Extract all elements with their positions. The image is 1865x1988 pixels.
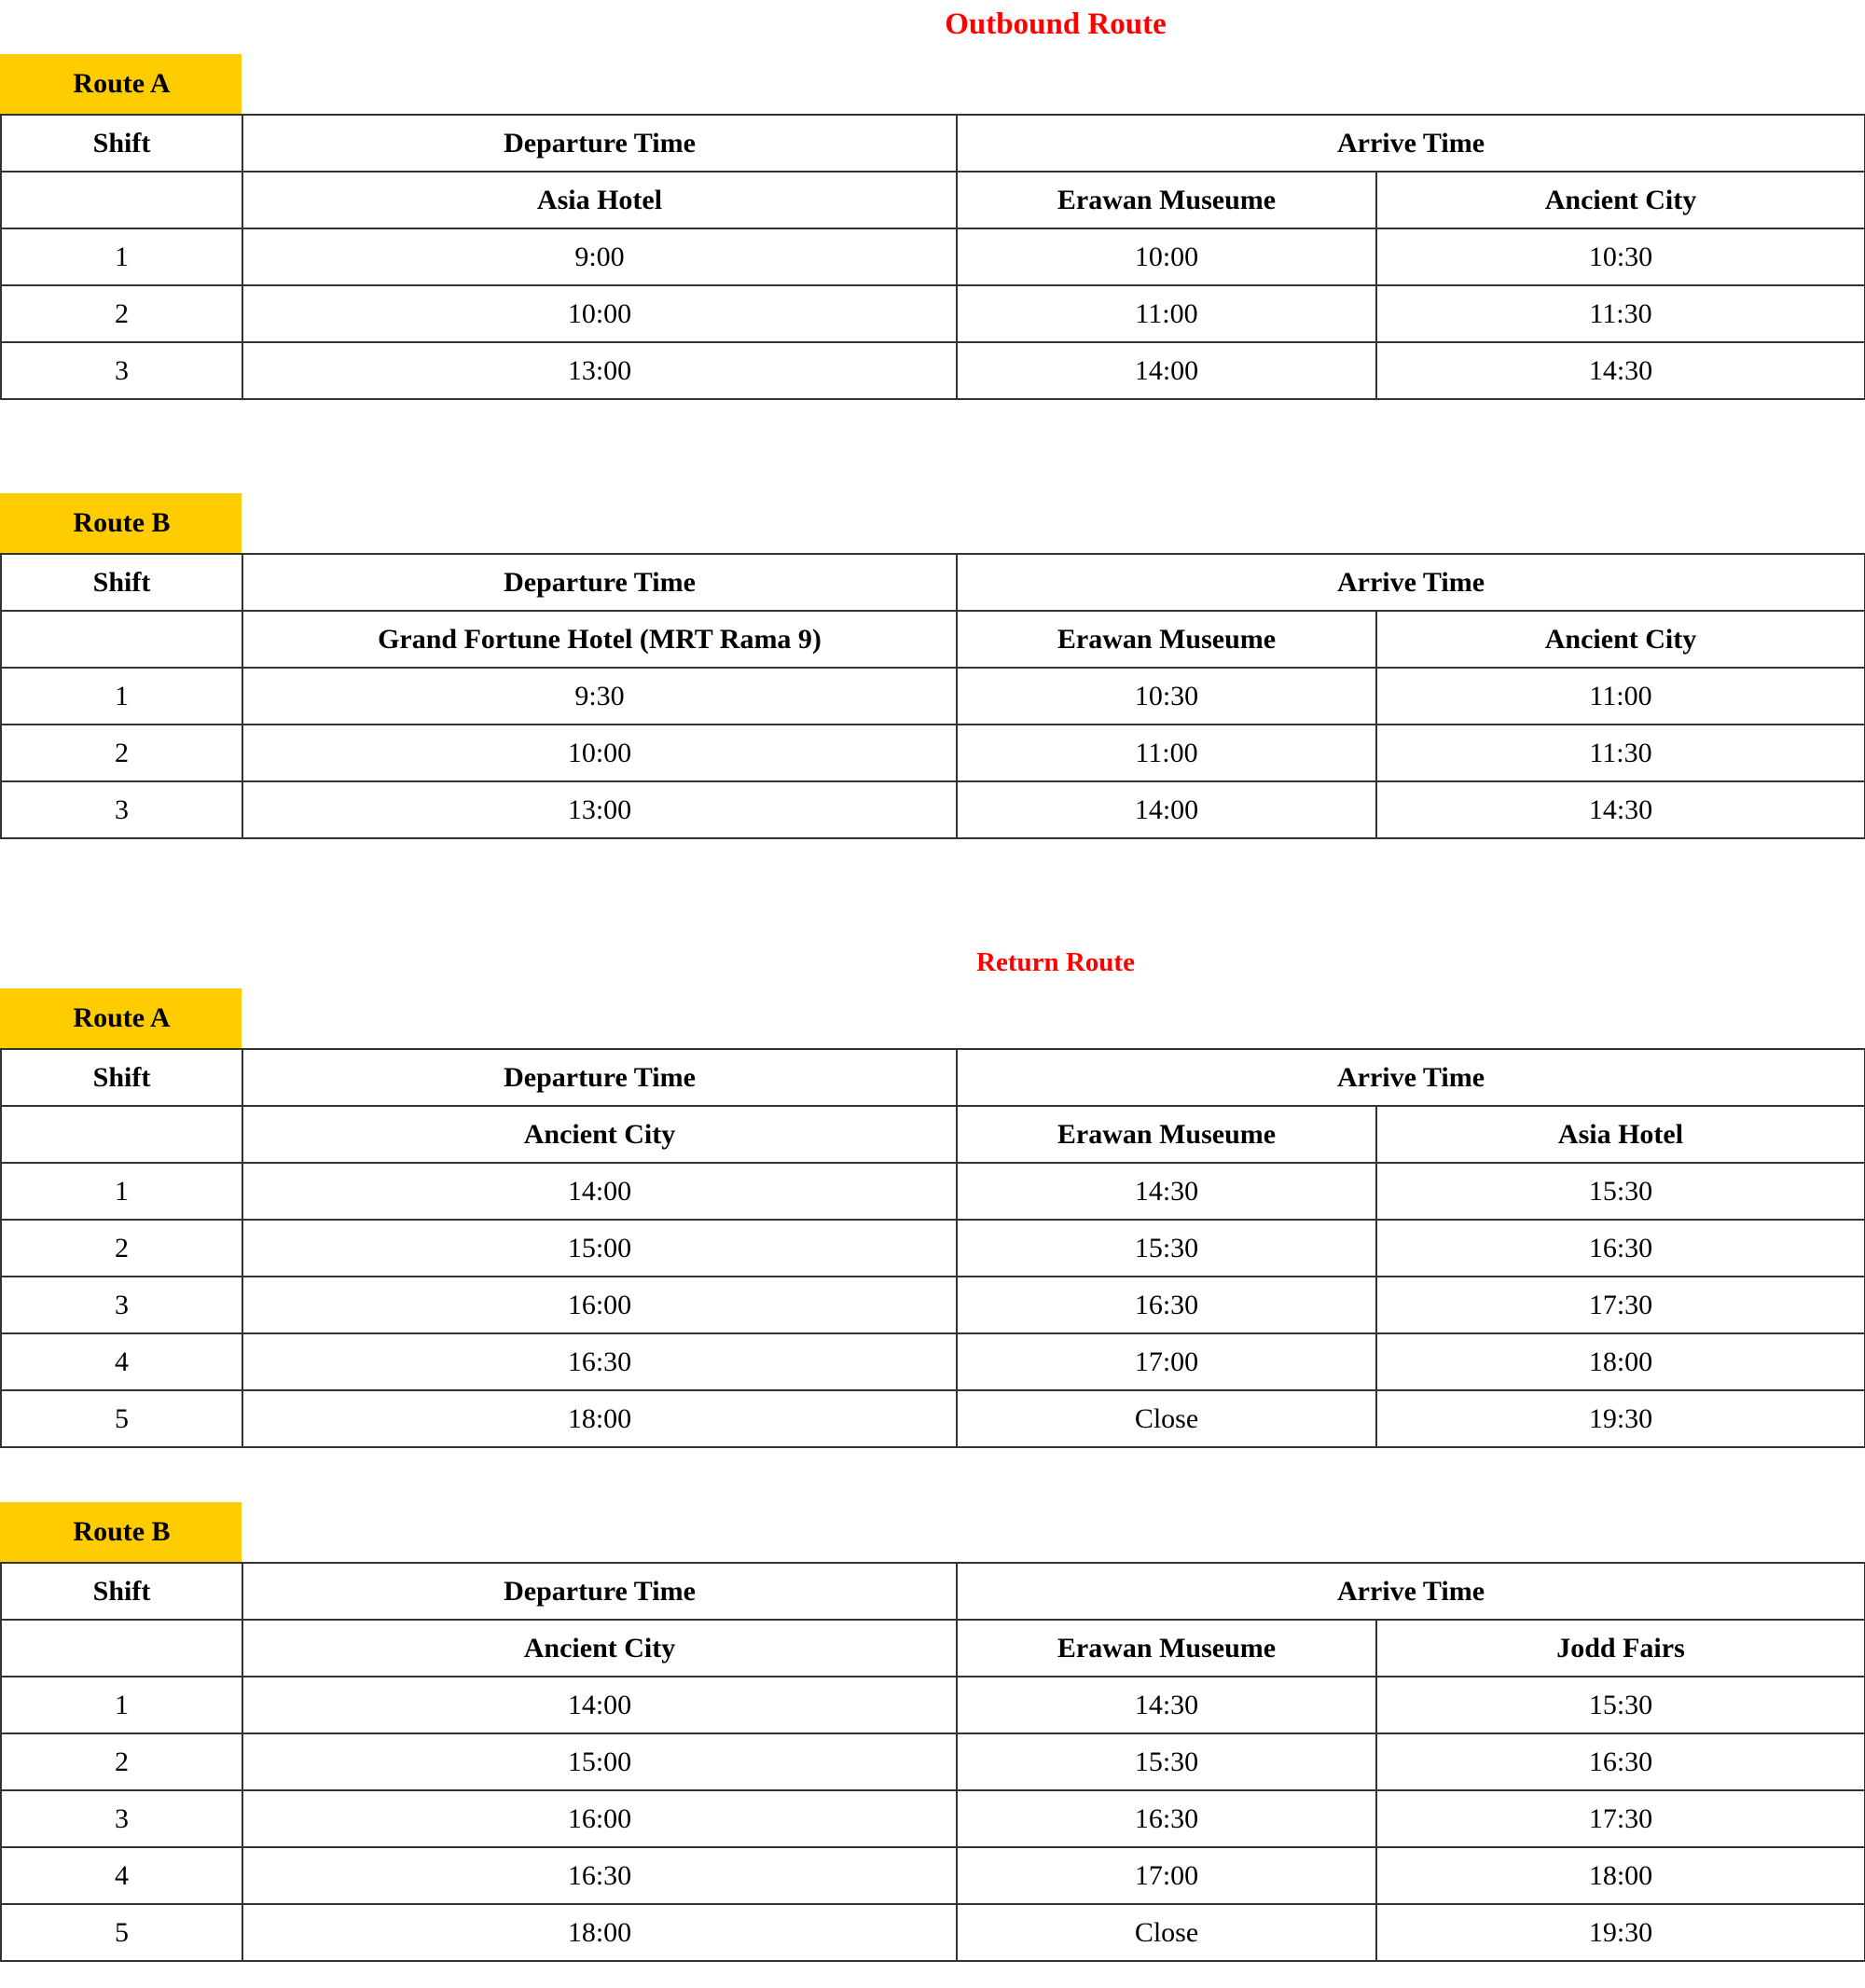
arrival-time-1: 11:00: [957, 285, 1376, 342]
departure-stop: Asia Hotel: [242, 172, 957, 228]
shift-header: Shift: [1, 554, 242, 611]
departure-time: 15:00: [242, 1220, 957, 1277]
table-row: [1, 668, 1865, 725]
schedule-table: [0, 1562, 1865, 1962]
departure-time: 15:00: [242, 1733, 957, 1790]
arrival-time-1: Close: [957, 1390, 1376, 1447]
departure-time: 18:00: [242, 1390, 957, 1447]
shift-number: 2: [1, 1220, 242, 1277]
table-row: [1, 1277, 1865, 1333]
outbound-route-a: [0, 54, 1865, 400]
table-row: [1, 1163, 1865, 1220]
arrival-time-2: 11:00: [1376, 668, 1865, 725]
arrival-stop-2: Asia Hotel: [1376, 1106, 1865, 1163]
shift-number: 4: [1, 1847, 242, 1904]
header-row: [1, 115, 1865, 172]
route-label: Route A: [0, 54, 242, 114]
arrival-time-2: 14:30: [1376, 781, 1865, 838]
arrival-time-1: 14:30: [957, 1163, 1376, 1220]
arrival-time-2: 16:30: [1376, 1733, 1865, 1790]
arrival-time-1: 16:30: [957, 1277, 1376, 1333]
arrival-time-1: 15:30: [957, 1733, 1376, 1790]
shift-subheader: [1, 172, 242, 228]
arrival-time-1: 17:00: [957, 1847, 1376, 1904]
subheader-row: [1, 611, 1865, 668]
arrival-stop-1: Erawan Museume: [957, 1106, 1376, 1163]
arrival-stop-2: Ancient City: [1376, 172, 1865, 228]
arrival-time-1: 16:30: [957, 1790, 1376, 1847]
arrive-time-header: Arrive Time: [957, 1049, 1865, 1106]
arrival-time-1: 14:00: [957, 781, 1376, 838]
arrival-stop-2: Jodd Fairs: [1376, 1620, 1865, 1677]
shift-number: 5: [1, 1904, 242, 1961]
arrive-time-header: Arrive Time: [957, 115, 1865, 172]
arrival-time-2: 17:30: [1376, 1790, 1865, 1847]
shift-header: Shift: [1, 1049, 242, 1106]
arrival-time-1: 14:30: [957, 1677, 1376, 1733]
shift-number: 4: [1, 1333, 242, 1390]
shift-number: 5: [1, 1390, 242, 1447]
table-row: [1, 228, 1865, 285]
departure-time: 16:30: [242, 1333, 957, 1390]
departure-time-header: Departure Time: [242, 1049, 957, 1106]
arrive-time-header: Arrive Time: [957, 1563, 1865, 1620]
subheader-row: [1, 1106, 1865, 1163]
arrival-time-1: 17:00: [957, 1333, 1376, 1390]
departure-time-header: Departure Time: [242, 115, 957, 172]
departure-time: 14:00: [242, 1163, 957, 1220]
arrival-time-2: 10:30: [1376, 228, 1865, 285]
schedule-table: [0, 553, 1865, 839]
shift-number: 1: [1, 1163, 242, 1220]
arrival-time-1: 15:30: [957, 1220, 1376, 1277]
header-row: [1, 1563, 1865, 1620]
arrival-time-2: 16:30: [1376, 1220, 1865, 1277]
departure-time: 9:00: [242, 228, 957, 285]
shift-header: Shift: [1, 1563, 242, 1620]
return-route-b: [0, 1502, 1865, 1962]
shift-number: 1: [1, 1677, 242, 1733]
departure-time-header: Departure Time: [242, 554, 957, 611]
schedule-table: [0, 1048, 1865, 1448]
arrival-time-1: 10:00: [957, 228, 1376, 285]
schedule-table: [0, 114, 1865, 400]
arrival-stop-1: Erawan Museume: [957, 172, 1376, 228]
table-row: [1, 1847, 1865, 1904]
departure-stop: Grand Fortune Hotel (MRT Rama 9): [242, 611, 957, 668]
arrival-time-2: 15:30: [1376, 1163, 1865, 1220]
shift-number: 3: [1, 1277, 242, 1333]
table-row: [1, 725, 1865, 781]
arrival-time-2: 14:30: [1376, 342, 1865, 399]
table-row: [1, 1220, 1865, 1277]
arrival-time-2: 15:30: [1376, 1677, 1865, 1733]
table-row: [1, 781, 1865, 838]
subheader-row: [1, 1620, 1865, 1677]
shift-number: 2: [1, 1733, 242, 1790]
departure-stop: Ancient City: [242, 1620, 957, 1677]
header-row: [1, 1049, 1865, 1106]
arrival-stop-1: Erawan Museume: [957, 611, 1376, 668]
table-row: [1, 1733, 1865, 1790]
departure-stop: Ancient City: [242, 1106, 957, 1163]
table-row: [1, 342, 1865, 399]
table-row: [1, 1790, 1865, 1847]
route-label: Route B: [0, 1502, 242, 1562]
arrival-time-2: 11:30: [1376, 725, 1865, 781]
shift-header: Shift: [1, 115, 242, 172]
table-row: [1, 285, 1865, 342]
subheader-row: [1, 172, 1865, 228]
departure-time: 18:00: [242, 1904, 957, 1961]
shift-subheader: [1, 1620, 242, 1677]
arrival-time-1: 10:30: [957, 668, 1376, 725]
shift-number: 3: [1, 1790, 242, 1847]
shift-subheader: [1, 611, 242, 668]
arrival-time-1: Close: [957, 1904, 1376, 1961]
arrival-time-2: 11:30: [1376, 285, 1865, 342]
arrival-time-1: 11:00: [957, 725, 1376, 781]
shift-number: 2: [1, 285, 242, 342]
shift-number: 1: [1, 228, 242, 285]
return-route-heading: Return Route: [976, 947, 1135, 977]
arrival-time-2: 18:00: [1376, 1847, 1865, 1904]
arrival-time-2: 19:30: [1376, 1390, 1865, 1447]
table-row: [1, 1677, 1865, 1733]
header-row: [1, 554, 1865, 611]
shift-number: 3: [1, 781, 242, 838]
outbound-route-heading: Outbound Route: [945, 7, 1167, 41]
arrival-time-2: 17:30: [1376, 1277, 1865, 1333]
departure-time: 16:30: [242, 1847, 957, 1904]
departure-time: 14:00: [242, 1677, 957, 1733]
arrival-time-2: 19:30: [1376, 1904, 1865, 1961]
arrival-stop-2: Ancient City: [1376, 611, 1865, 668]
departure-time: 10:00: [242, 725, 957, 781]
shift-number: 2: [1, 725, 242, 781]
departure-time: 10:00: [242, 285, 957, 342]
shift-subheader: [1, 1106, 242, 1163]
departure-time: 13:00: [242, 342, 957, 399]
departure-time: 13:00: [242, 781, 957, 838]
arrival-time-1: 14:00: [957, 342, 1376, 399]
route-label: Route A: [0, 988, 242, 1048]
departure-time: 16:00: [242, 1277, 957, 1333]
departure-time: 16:00: [242, 1790, 957, 1847]
return-route-a: [0, 988, 1865, 1448]
arrival-stop-1: Erawan Museume: [957, 1620, 1376, 1677]
table-row: [1, 1333, 1865, 1390]
departure-time-header: Departure Time: [242, 1563, 957, 1620]
table-row: [1, 1904, 1865, 1961]
shift-number: 3: [1, 342, 242, 399]
outbound-route-b: [0, 493, 1865, 839]
departure-time: 9:30: [242, 668, 957, 725]
arrival-time-2: 18:00: [1376, 1333, 1865, 1390]
table-row: [1, 1390, 1865, 1447]
arrive-time-header: Arrive Time: [957, 554, 1865, 611]
route-label: Route B: [0, 493, 242, 553]
shift-number: 1: [1, 668, 242, 725]
